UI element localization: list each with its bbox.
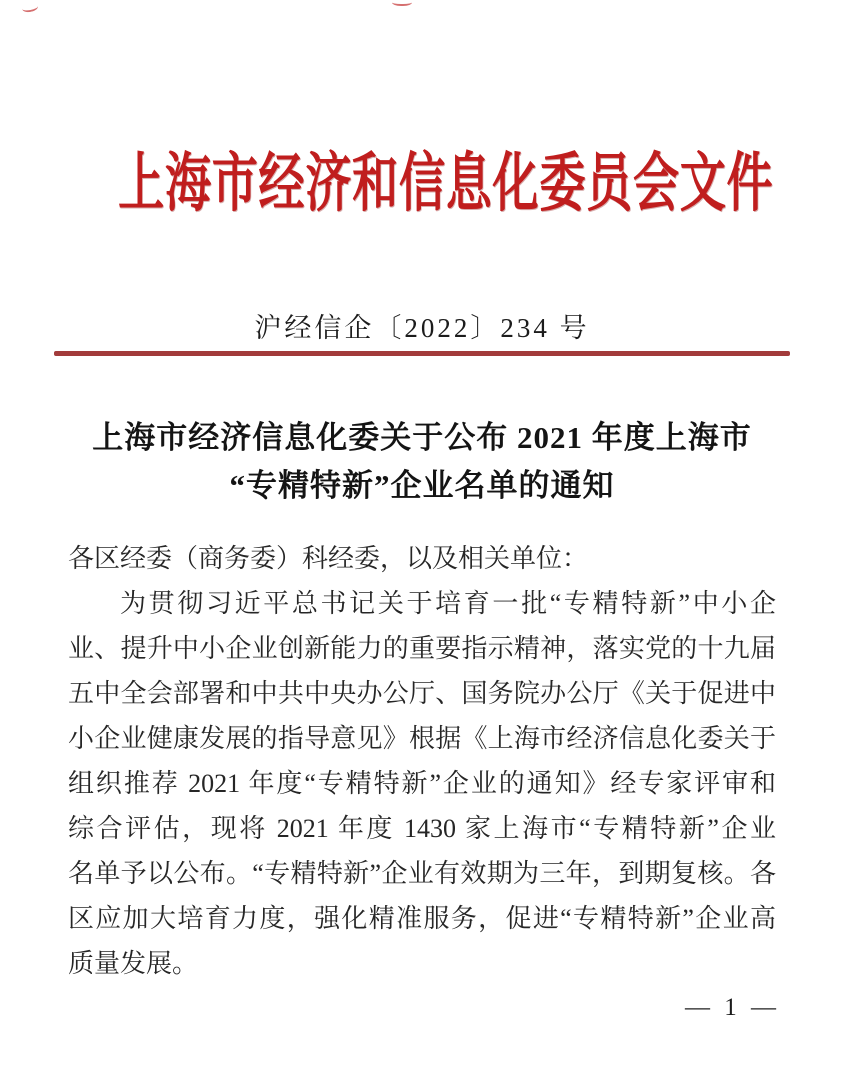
paragraph-line: 小企业健康发展的指导意见》根据《上海市经济信息化委关于 [68, 724, 776, 753]
paragraph-line: 为贯彻习近平总书记关于培育一批“专精特新”中小企 [120, 589, 776, 618]
salutation-line: 各区经委（商务委）科经委，以及相关单位： [68, 544, 589, 573]
red-ink-artifact-top-center [392, 0, 412, 6]
paragraph-line: 综合评估，现将 2021 年度 1430 家上海市“专精特新”企业 [68, 814, 776, 843]
document-body [68, 536, 776, 986]
paragraph-line: 五中全会部署和中共中央办公厅、国务院办公厅《关于促进中 [68, 679, 776, 708]
paragraph-line: 组织推荐 2021 年度“专精特新”企业的通知》经专家评审和 [68, 769, 776, 798]
notice-title-line-2: “专精特新”企业名单的通知 [229, 468, 615, 503]
paragraph-line: 业、提升中小企业创新能力的重要指示精神，落实党的十九届 [68, 634, 776, 663]
red-divider-line [54, 351, 790, 356]
paragraph-line: 区应加大培育力度，强化精准服务，促进“专精特新”企业高 [68, 904, 776, 933]
red-ink-artifact-top-left [21, 2, 38, 14]
notice-title-line-1: 上海市经济信息化委关于公布 2021 年度上海市 [92, 420, 752, 455]
paragraph-line: 名单予以公布。“专精特新”企业有效期为三年，到期复核。各 [68, 859, 776, 888]
page-number: — 1 — [685, 994, 780, 1021]
document-reference-number: 沪经信企〔2022〕234 号 [254, 313, 590, 343]
paragraph-line: 质量发展。 [68, 949, 199, 978]
notice-title [50, 414, 794, 510]
red-letterhead-title: 上海市经济和信息化委员会文件 [118, 148, 774, 219]
